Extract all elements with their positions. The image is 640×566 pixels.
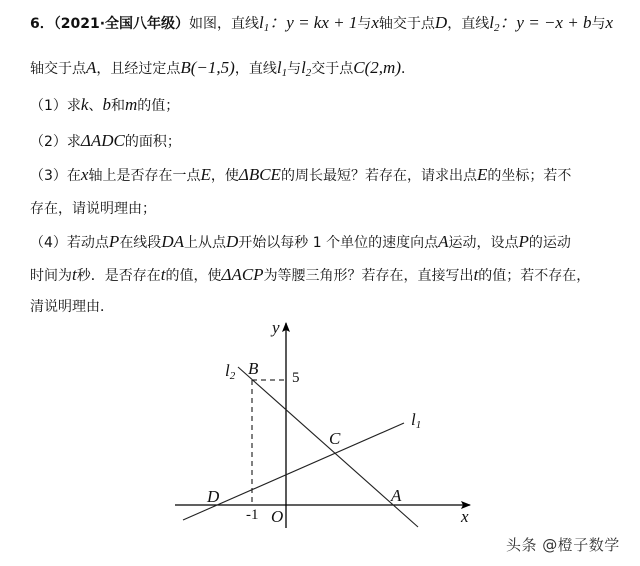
label-point-C: C [329, 429, 341, 448]
text: 与 [591, 16, 606, 32]
text: 清说明理由． [30, 299, 114, 315]
point-A: A [86, 58, 97, 77]
text: 与 [357, 16, 372, 32]
label-point-D: D [207, 487, 220, 506]
text: 与 [287, 61, 302, 77]
var-k: k [80, 95, 89, 114]
point-C: C(2,m) [353, 58, 401, 77]
text: 秒．是否存在 [76, 268, 161, 284]
segment-DA: DA [161, 232, 184, 251]
text: l [489, 13, 494, 32]
point-P: P [518, 232, 529, 251]
point-D: D [225, 232, 239, 251]
var-x: x [80, 165, 89, 184]
text: ． [401, 61, 415, 77]
text: l [225, 361, 230, 380]
text: 上从点 [183, 235, 226, 251]
text: 的周长最短？若存在，请求出点 [280, 168, 477, 184]
problem-source: （2021·全国八年级） [53, 16, 190, 32]
label-tick-neg1: -1 [246, 507, 259, 523]
point-E: E [200, 165, 211, 184]
label-tick-5: 5 [292, 370, 300, 386]
text: 为等腰三角形？若存在，直接写出 [263, 268, 474, 284]
text: （3）在 [30, 168, 81, 184]
text: 存在，请说明理由； [30, 201, 156, 217]
point-E: E [476, 165, 488, 184]
text: l [259, 13, 264, 32]
var-t: t [473, 265, 479, 284]
text: l [301, 58, 306, 77]
l2-equation: ：y = −x + b [499, 13, 592, 32]
label-line-l2 [225, 361, 235, 381]
text: 的值； [137, 98, 180, 114]
var-m: m [124, 95, 138, 114]
text: ，且经过定点 [96, 61, 181, 77]
label-line-l1 [411, 410, 421, 430]
text: l [411, 410, 416, 429]
text: l [276, 58, 282, 77]
text: 在线段 [119, 235, 162, 251]
text: 如图，直线 [189, 16, 260, 32]
text: 轴交于点 [30, 61, 86, 77]
text: 的运动 [528, 235, 571, 251]
var-x: x [605, 13, 613, 32]
text: 和 [110, 98, 125, 114]
text: 1 [415, 419, 422, 431]
l1-equation: ：y = kx + 1 [269, 13, 358, 32]
text: 1 [281, 67, 288, 79]
text: 运动，设点 [448, 235, 519, 251]
text: 的面积； [124, 134, 181, 150]
var-x: x [371, 13, 379, 32]
text: ，使 [210, 168, 239, 184]
watermark: 头条 @橙子数学 [506, 536, 620, 554]
text: ，直线 [447, 16, 490, 32]
var-t: t [72, 265, 77, 284]
text: 轴上是否存在一点 [88, 168, 201, 184]
point-D: D [434, 13, 448, 32]
triangle-ACP: ΔACP [221, 265, 264, 284]
point-B: B(−1,5) [180, 58, 235, 77]
text: 交于点 [311, 61, 354, 77]
problem-number: 6． [30, 16, 54, 32]
text: （1）求 [30, 98, 81, 114]
point-A: A [438, 232, 449, 251]
label-origin: O [271, 507, 284, 526]
label-y-axis: y [272, 318, 280, 337]
label-point-A: A [391, 486, 402, 505]
text: 2 [493, 22, 500, 34]
var-t: t [160, 265, 166, 284]
text: ，直线 [234, 61, 277, 77]
text: 的坐标；若不 [487, 168, 572, 184]
text: （4）若动点 [30, 235, 109, 251]
text: 2 [229, 370, 236, 382]
text: 开始以每秒 1 个单位的速度向点 [238, 235, 439, 251]
text: 、 [88, 98, 103, 114]
text: 时间为 [30, 268, 72, 284]
triangle-ADC: ΔADC [80, 131, 125, 150]
text: 轴交于点 [378, 16, 435, 32]
label-x-axis: x [461, 507, 469, 526]
label-point-B: B [248, 359, 259, 378]
text: 2 [305, 67, 312, 79]
var-b: b [102, 95, 111, 114]
text: 的值，使 [165, 268, 222, 284]
text: 的值；若不存在， [478, 268, 591, 284]
text: （2）求 [30, 134, 81, 150]
triangle-BCE: ΔBCE [238, 165, 281, 184]
point-P: P [108, 232, 120, 251]
text: 1 [263, 22, 270, 34]
